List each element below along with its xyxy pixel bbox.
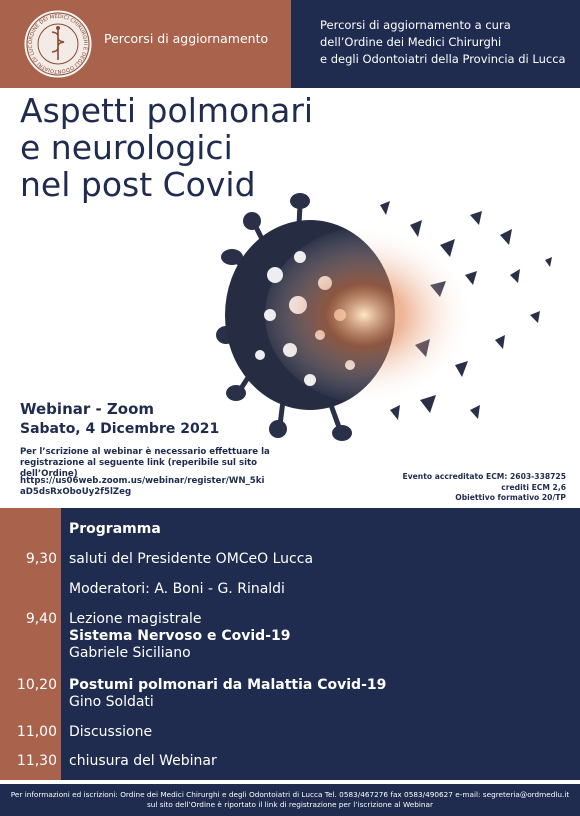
program-item-3	[69, 611, 291, 662]
footer	[0, 784, 580, 816]
svg-text:ORDINE DEI MEDICI CHIRURGHI E: ORDINE DEI MEDICI CHIRURGHI E DEGLI ODONTOIATRI DI LUC	[27, 13, 89, 75]
program-item-2	[69, 581, 285, 598]
program-heading: Programma	[69, 521, 161, 537]
program-item-line: Discussione	[69, 724, 153, 740]
program-time: 9,40	[25, 611, 57, 627]
program-item-line: saluti del Presidente OMCeO Lucca	[69, 551, 314, 567]
header-left-label: Percorsi di aggiornamento	[104, 31, 269, 46]
header-right-line-1: Percorsi di aggiornamento a cura	[320, 18, 511, 32]
footer-contact-line: Per informazioni ed iscrizioni: Ordine dei Medici Chirurghi e degli Odontoiatri di Lucca Tel. 0583/467276 fax 0583/490627 e-mail: segreteria@ordmedlu.it	[10, 790, 570, 799]
ecm-event-id: Evento accreditato ECM: 2603-338725	[402, 472, 566, 481]
program-time: 9,30	[25, 551, 57, 567]
header-right-text	[320, 17, 575, 68]
ecm-objective: Obiettivo formativo 20/TP	[455, 493, 566, 502]
program-item-5	[69, 724, 152, 741]
program-item-4	[69, 677, 386, 711]
order-seal-logo	[24, 10, 92, 78]
program-time: 11,00	[16, 724, 57, 740]
program-item-line: Gino Soldati	[69, 694, 154, 710]
registration-note: Per l’scrizione al webinar è necessario effettuare la registrazione al seguente link (reperibile sul sito dell’Ordine)	[20, 447, 270, 479]
program-item-1	[69, 551, 313, 568]
program-item-line: Sistema Nervoso e Covid-19	[69, 628, 291, 644]
ecm-info	[403, 472, 566, 504]
header-right-line-2: dell’Ordine dei Medici Chirurghi	[320, 35, 502, 49]
webinar-platform: Webinar - Zoom	[20, 400, 155, 418]
header-right-line-3: e degli Odontoiatri della Provincia di Lucca	[320, 52, 566, 66]
program-item-line: Lezione magistrale	[69, 611, 202, 627]
program-time: 11,30	[16, 753, 57, 769]
program-time: 10,20	[16, 677, 57, 693]
ecm-credits: crediti ECM 2,6	[501, 482, 566, 492]
program-item-line: chiusura del Webinar	[69, 753, 217, 769]
coronavirus-illustration	[200, 165, 580, 465]
footer-registration-line: sul sito dell’Ordine è riportato il link di registrazione per l’iscrizione al Webinar	[146, 800, 434, 809]
registration-link[interactable]: https://us06web.zoom.us/webinar/register/WN_5kiaD5dsRxOboUy2f5lZeg	[20, 476, 265, 497]
program-item-6	[69, 753, 217, 770]
event-date: Sabato, 4 Dicembre 2021	[20, 421, 220, 437]
program-item-line: Gabriele Siciliano	[69, 645, 191, 661]
event-title: Aspetti polmonari e neurologici nel post Covid	[20, 91, 314, 204]
program-item-line: Postumi polmonari da Malattia Covid-19	[69, 677, 387, 693]
program-item-line: Moderatori: A. Boni - G. Rinaldi	[69, 581, 285, 597]
